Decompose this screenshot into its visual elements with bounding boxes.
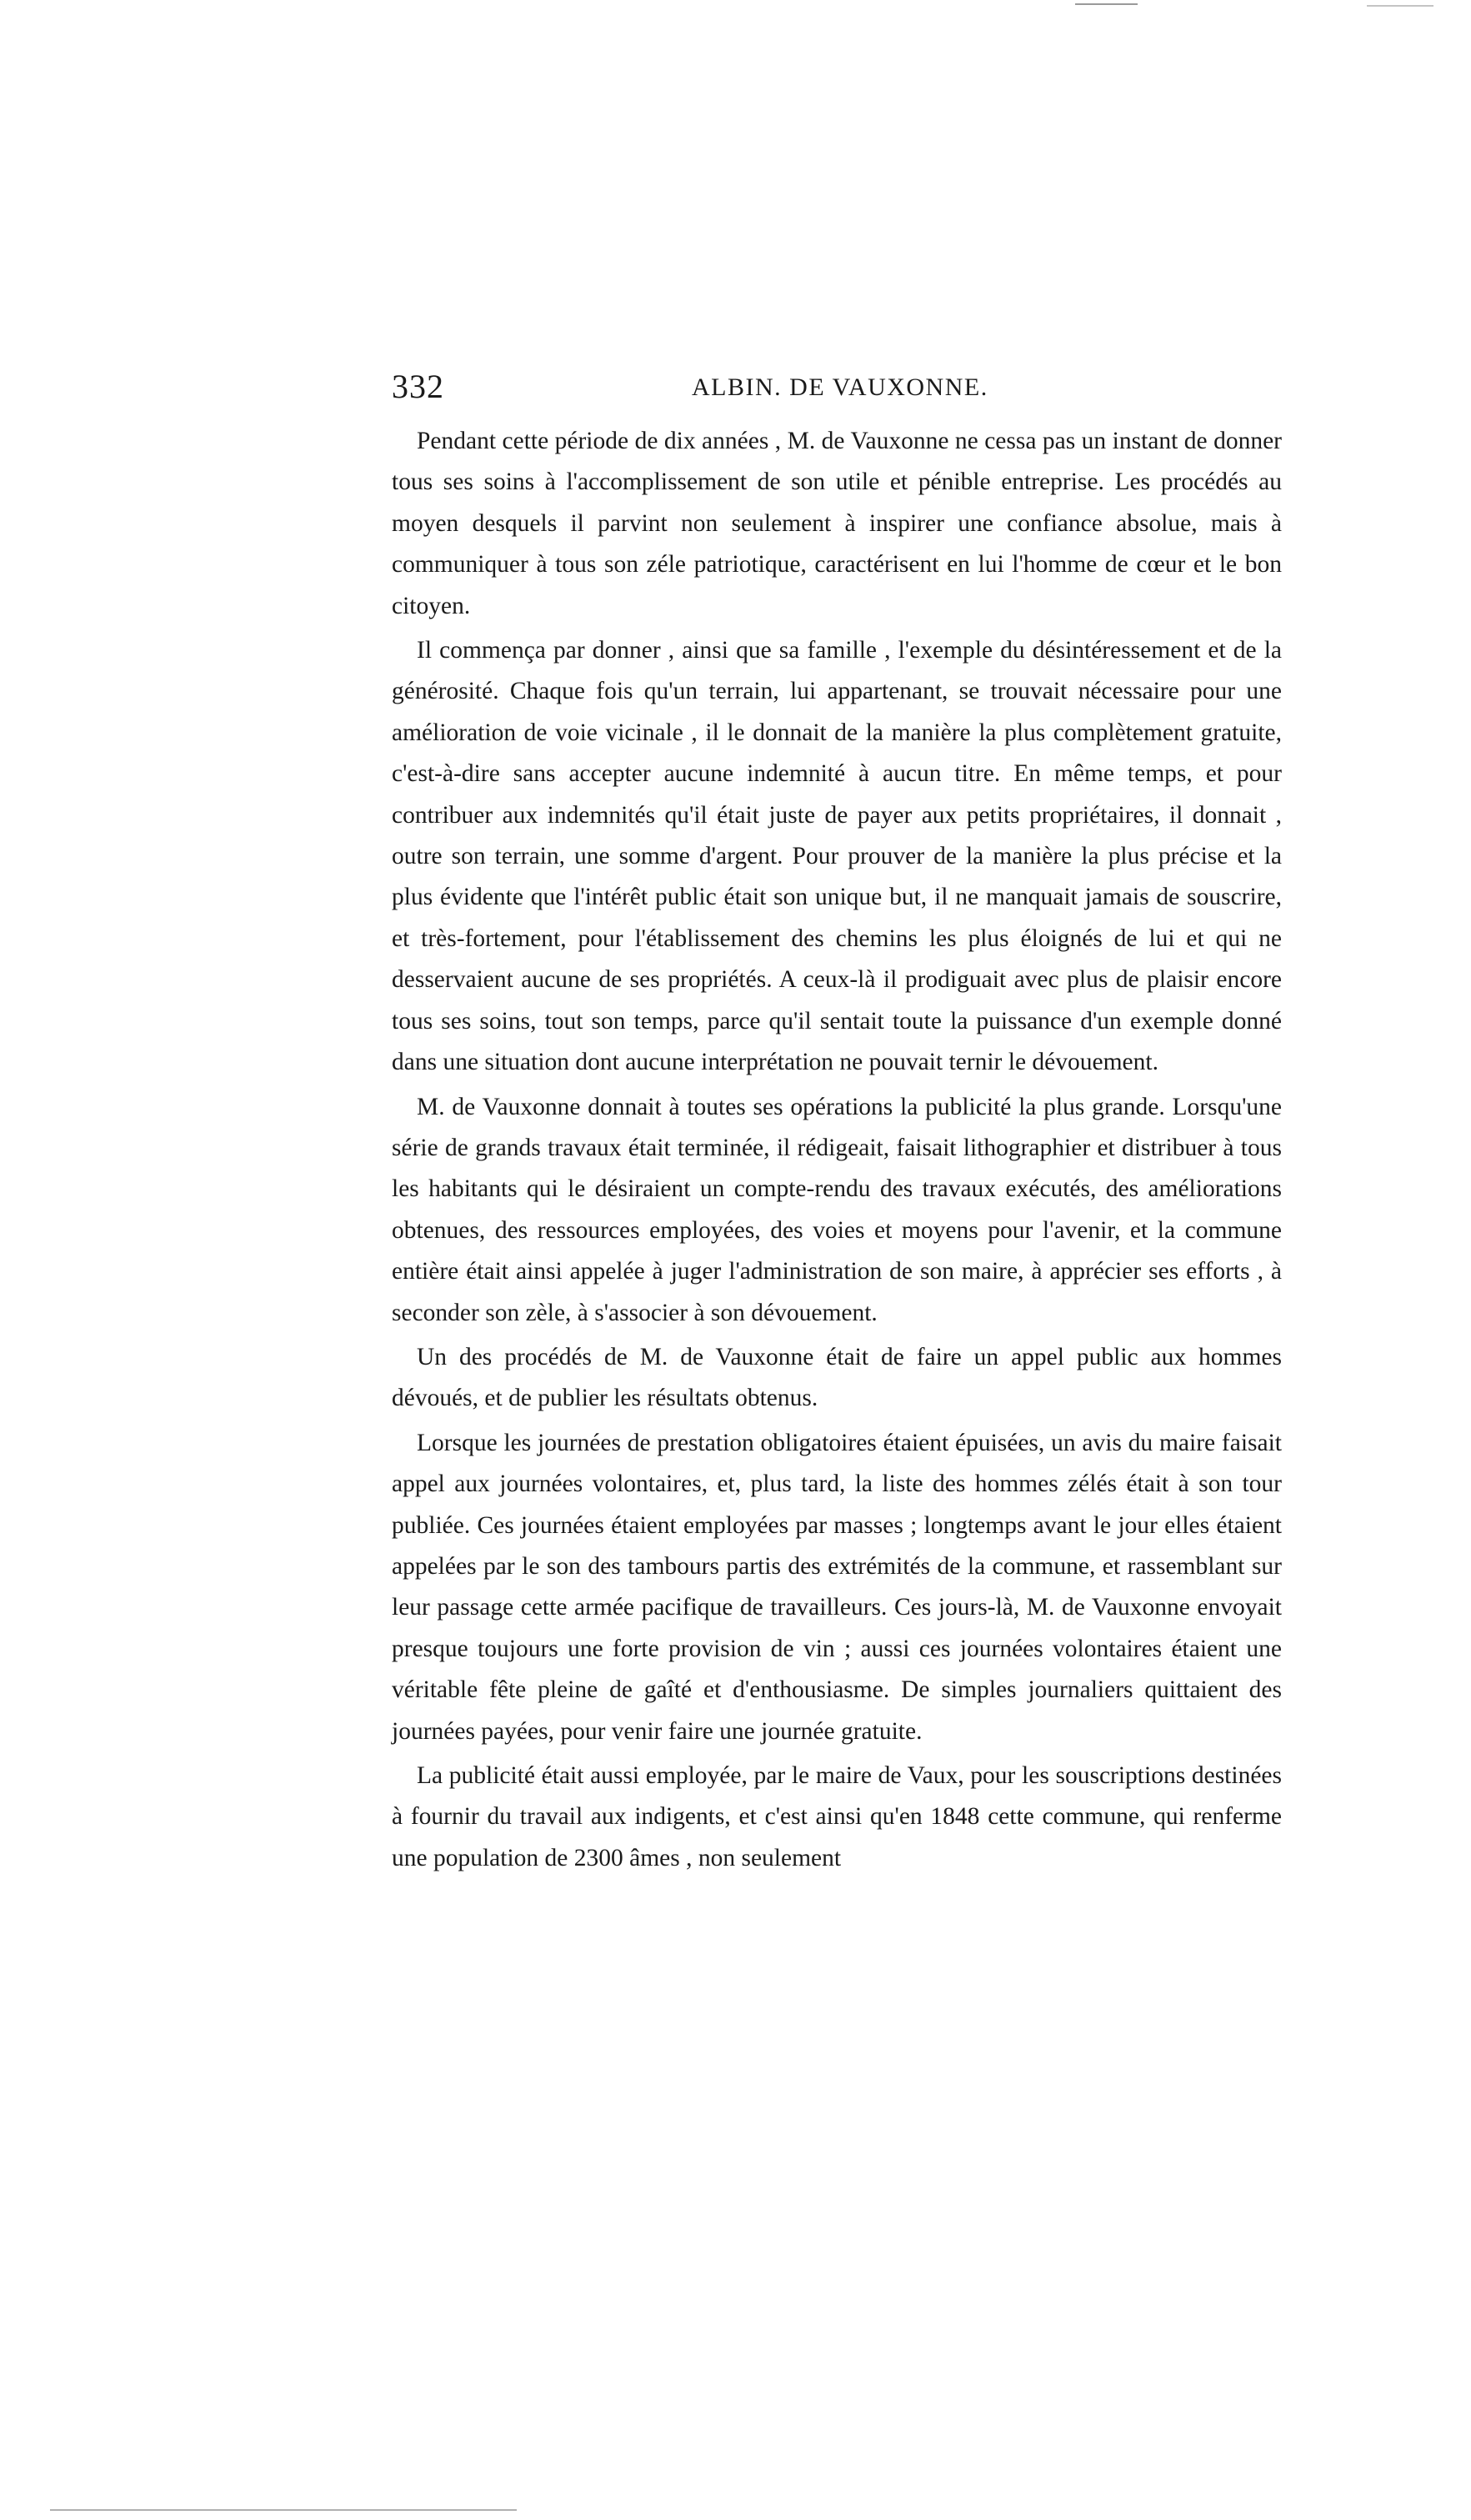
paragraph-1: Pendant cette période de dix années , M. de Vauxonne ne cessa pas un instant de donner tous ses soins à l'accomplissement de son utile et pénible entreprise. Les procédés au moyen desquels il parvint non seulement à inspirer une confiance absolue, mais à communiquer à tous son zéle patriotique, caractérisent en lui l'homme de cœur et le bon citoyen.: [392, 428, 1282, 619]
scan-edge-mark: [1367, 5, 1433, 7]
paragraph-6: La publicité était aussi employée, par le maire de Vaux, pour les souscriptions destinées à fournir du travail aux indigents, et c'est ainsi qu'en 1848 cette commune, qui renferme une population de 2300 âmes , non seulement: [392, 1762, 1282, 1871]
body-text: [392, 421, 1282, 1879]
scan-edge-mark: [1075, 3, 1138, 5]
paragraph-4: Un des procédés de M. de Vauxonne était de faire un appel public aux hommes dévoués, et de publier les résultats obtenus.: [392, 1343, 1282, 1412]
page-number: 332: [392, 368, 444, 405]
paragraph-5: Lorsque les journées de prestation obligatoires étaient épuisées, un avis du maire faisait appel aux journées volontaires, et, plus tard, la liste des hommes zélés était à son tour publiée. Ces journées étaient employées par masses ; longtemps avant le jour elles étaient appelées par le son des tambours partis des extrémités de la commune, et rassemblant sur leur passage cette armée pacifique de travailleurs. Ces jours-là, M. de Vauxonne envoyait presque toujours une forte provision de vin ; aussi ces journées volontaires étaient une véritable fête pleine de gaîté et d'enthousiasme. De simples journaliers quittaient des journées payées, pour venir faire une journée gratuite.: [392, 1429, 1282, 1745]
paragraph-2: Il commença par donner , ainsi que sa famille , l'exemple du désintéressement et de la générosité. Chaque fois qu'un terrain, lui appartenant, se trouvait nécessaire pour une amélioration de voie vicinale , il le donnait de la manière la plus complètement gratuite, c'est-à-dire sans accepter aucune indemnité à aucun titre. En même temps, et pour contribuer aux indemnités qu'il était juste de payer aux petits propriétaires, il donnait , outre son terrain, une somme d'argent. Pour prouver de la manière la plus précise et la plus évidente que l'intérêt public était son unique but, il ne manquait jamais de souscrire, et très-fortement, pour l'établissement des chemins les plus éloignés de lui et qui ne desservaient aucune de ses propriétés. A ceux-là il prodiguait avec plus de plaisir encore tous ses soins, tout son temps, parce qu'il sentait toute la puissance d'un exemple donné dans une situation dont aucune interprétation ne pouvait ternir le dévouement.: [392, 637, 1282, 1076]
paragraph-3: M. de Vauxonne donnait à toutes ses opérations la publicité la plus grande. Lorsqu'une série de grands travaux était terminée, il rédigeait, faisait lithographier et distribuer à tous les habitants qui le désiraient un compte-rendu des travaux exécutés, des améliorations obtenues, des ressources employées, des voies et moyens pour l'avenir, et la commune entière était ainsi appelée à juger l'administration de son maire, à apprécier ses efforts , à seconder son zèle, à s'associer à son dévouement.: [392, 1093, 1282, 1326]
running-title: ALBIN. DE VAUXONNE.: [692, 373, 988, 401]
running-head: [392, 367, 1283, 417]
scan-edge-mark: [50, 2509, 517, 2511]
